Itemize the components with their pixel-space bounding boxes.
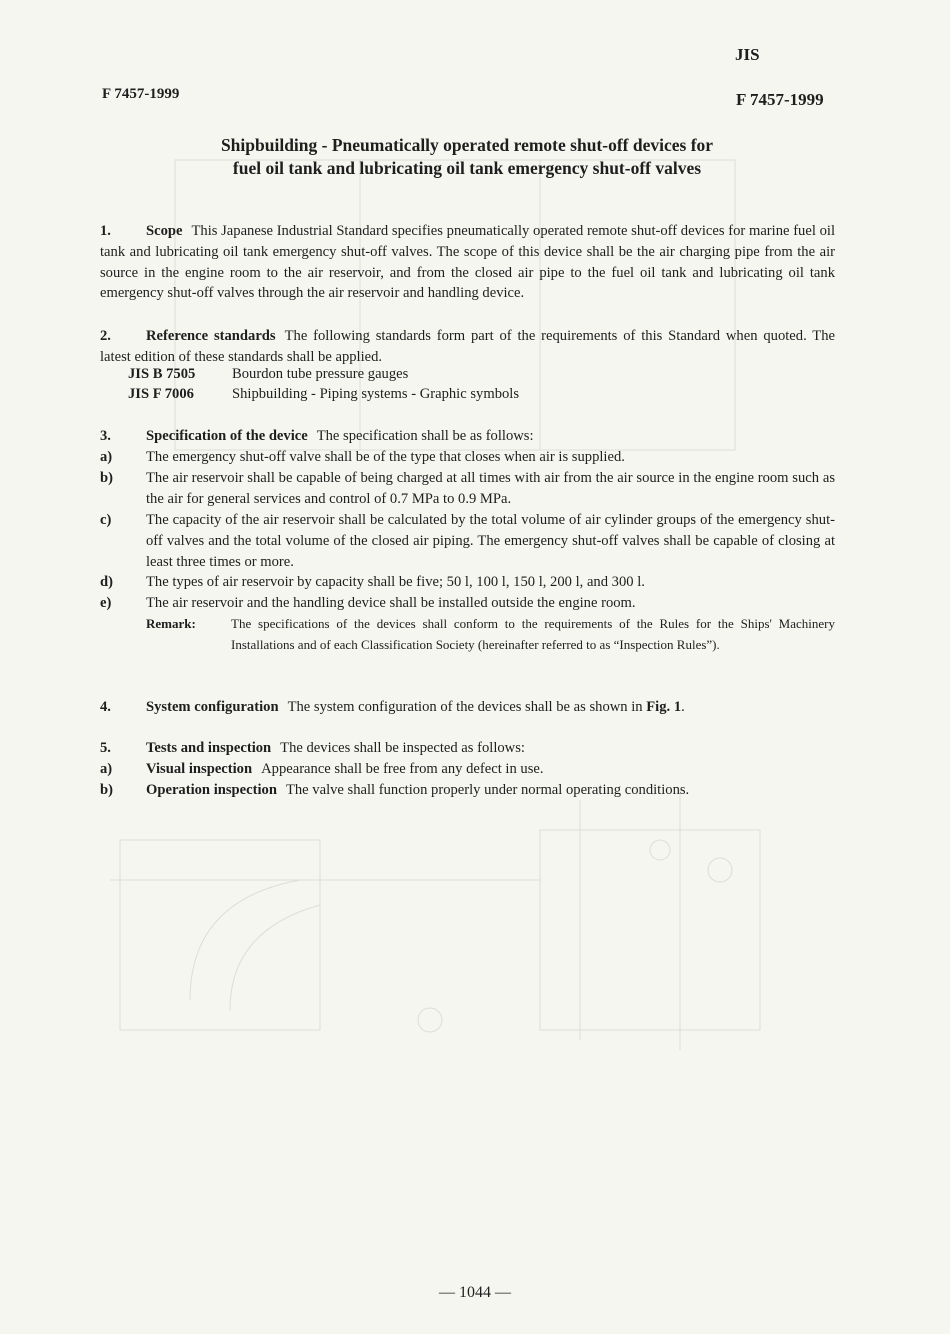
section-3-number: 3. [100,428,111,444]
spec-item-a [100,447,835,468]
spec-item-c [100,510,835,572]
section-2-number: 2. [100,328,111,344]
standard-number-right: F 7457-1999 [736,90,824,109]
item-label: b) [100,782,113,798]
item-label: a) [100,449,113,465]
item-text: The emergency shut-off valve shall be of the type that closes when air is supplied. [146,449,625,465]
section-3-specification [100,426,835,686]
item-text: The valve shall function properly under normal operating conditions. [285,782,690,798]
document-title [100,134,834,180]
item-text: The types of air reservoir by capacity shall be five; 50 l, 100 l, 150 l, 200 l, and 300 l. [146,574,645,590]
section-4-text: The system configuration of the devices shall be as shown in [287,699,643,715]
section-5-heading: Tests and inspection [146,740,272,756]
item-label: a) [100,761,113,777]
section-2-text: The following standards form part of the requirements of this Standard when quoted. The latest edition of these standards shall be applied. [100,328,835,365]
test-item-a [100,759,835,780]
section-3-heading: Specification of the device [146,428,308,444]
section-4-number: 4. [100,699,111,715]
item-label: d) [100,574,113,590]
reference-title: Shipbuilding - Piping systems - Graphic symbols [232,386,520,402]
section-3-text: The specification shall be as follows: [316,428,534,444]
section-5-tests [100,738,835,808]
item-heading: Operation inspection [146,782,277,798]
section-1-number: 1. [100,223,111,239]
test-item-b [100,780,835,801]
remark-label: Remark: [146,616,196,631]
section-2-heading: Reference standards [146,328,276,344]
item-text: The capacity of the air reservoir shall be calculated by the total volume of air cylinder groups of the emergency shut-off valves and the total volume of the closed air piping. The emergency shut-off valves shall be capable of closing at least three times or more. [146,512,835,570]
item-label: e) [100,595,112,611]
section-4-row [100,697,835,718]
section-2-references [100,326,835,368]
reference-code: JIS B 7505 [128,366,196,382]
item-text: The air reservoir and the handling device shall be installed outside the engine room. [146,595,636,611]
spec-item-d [100,572,835,593]
section-5-number: 5. [100,740,111,756]
item-text: The air reservoir shall be capable of being charged at all times with air from the air source in the engine room such as the air for general services and control of 0.7 MPa to 0.9 MPa. [146,470,835,507]
standard-number-left: F 7457-1999 [102,86,180,102]
figure-reference: Fig. 1 [646,699,682,715]
remark-block [146,614,835,656]
spec-item-b [100,468,835,510]
reference-code: JIS F 7006 [128,386,194,402]
section-4-text-end: . [681,699,685,715]
item-label: b) [100,470,113,486]
section-1-text: This Japanese Industrial Standard specifies pneumatically operated remote shut-off devices for marine fuel oil tank and lubricating oil tank emergency shut-off valves. The scope of this device shall be the air charging pipe from the air source in the engine room to the air reservoir, and from the closed air pipe to the fuel oil tank and lubricating oil tank emergency shut-off valves through the air reservoir and handling device. [100,223,835,302]
section-5-heading-row [100,738,835,759]
item-heading: Visual inspection [146,761,253,777]
section-1-scope [100,221,835,304]
section-1-heading: Scope [146,223,183,239]
page-number: — 1044 — [439,1284,511,1301]
title-line-2: fuel oil tank and lubricating oil tank emergency shut-off valves [232,158,702,178]
spec-item-e [100,593,835,614]
reference-row [128,386,519,403]
item-label: c) [100,512,112,528]
remark-text: The specifications of the devices shall conform to the requirements of the Rules for the Ships' Machinery Installations and of each Classification Society (hereinafter referred to as “Inspection Rules”). [231,616,835,652]
jis-mark: JIS [735,45,760,64]
section-4-heading: System configuration [146,699,279,715]
section-3-heading-row [100,426,835,447]
title-line-1: Shipbuilding - Pneumatically operated remote shut-off devices for [220,135,714,155]
item-text: Appearance shall be free from any defect in use. [261,761,544,777]
reference-title: Bourdon tube pressure gauges [232,366,409,382]
reference-row [128,366,408,383]
section-5-text: The devices shall be inspected as follows: [280,740,525,756]
